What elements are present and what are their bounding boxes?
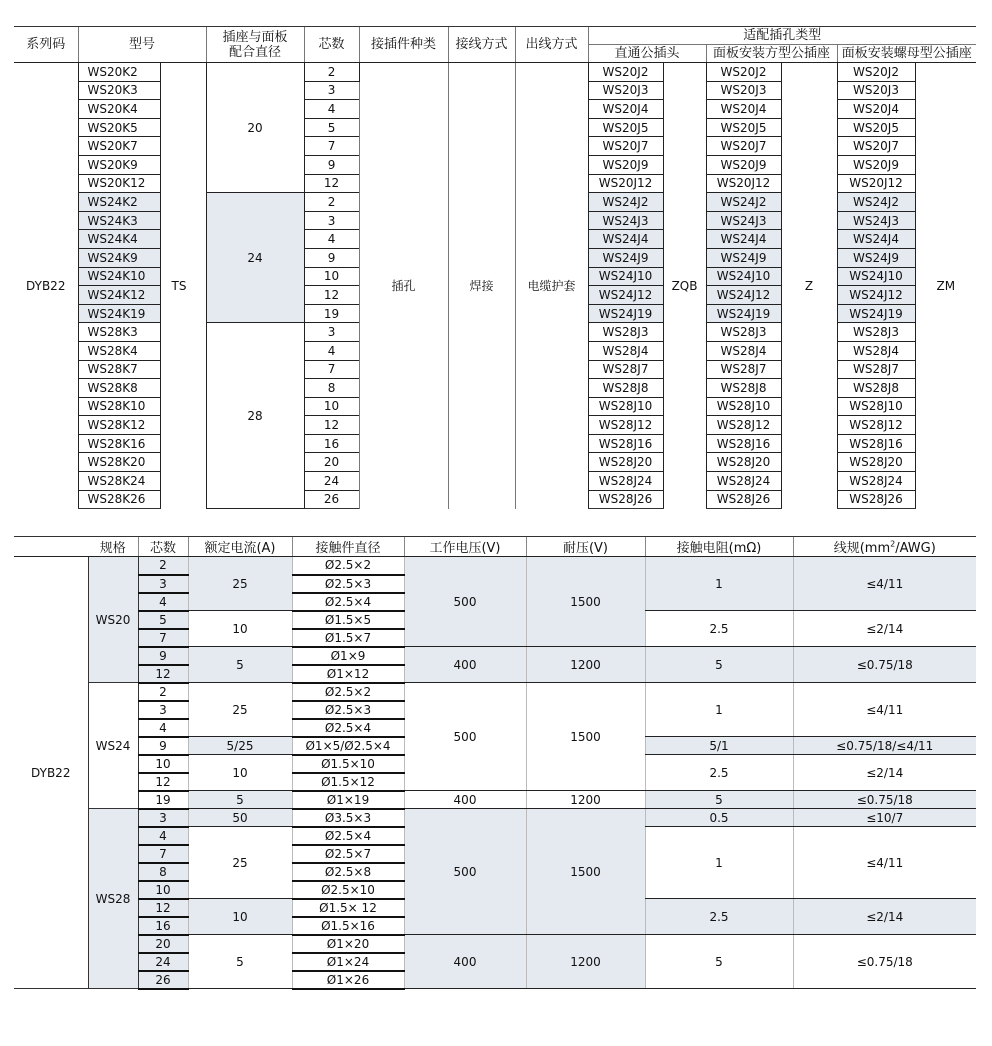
cores-cell: 4 — [304, 230, 359, 249]
nut-socket-cell: WS28J7 — [837, 360, 915, 379]
straight-plug-cell: WS24J4 — [588, 230, 663, 249]
wire-gauge-cell: ≤0.75/18 — [793, 647, 976, 683]
withstand-voltage-cell: 1200 — [526, 647, 645, 683]
square-socket-cell: WS24J19 — [706, 304, 781, 323]
straight-plug-cell: WS28J26 — [588, 490, 663, 509]
cores-cell: 3 — [304, 323, 359, 342]
spec-name: WS20 — [88, 557, 138, 683]
nut-socket-cell: WS28J3 — [837, 323, 915, 342]
contact-resistance-cell: 1 — [645, 827, 793, 899]
square-socket-cell: WS20J3 — [706, 81, 781, 100]
contact-diameter-cell: Ø2.5×4 — [292, 827, 404, 845]
model-cell: WS20K9 — [78, 155, 160, 174]
straight-plug-cell: WS28J12 — [588, 416, 663, 435]
straight-plug-cell: WS20J5 — [588, 118, 663, 137]
model-cell: WS28K3 — [78, 323, 160, 342]
header-diameter — [206, 27, 304, 63]
contact-resistance-cell: 1 — [645, 557, 793, 611]
header2-wire-gauge — [793, 537, 976, 557]
table-row — [14, 935, 976, 953]
current-cell: 10 — [188, 899, 292, 935]
cores-cell-2: 4 — [138, 827, 188, 845]
square-socket-cell: WS28J16 — [706, 434, 781, 453]
table-row — [14, 683, 976, 701]
nut-socket-cell: WS28J16 — [837, 434, 915, 453]
wire-gauge-cell: ≤0.75/18 — [793, 935, 976, 989]
contact-diameter-cell: Ø2.5×4 — [292, 593, 404, 611]
square-socket-cell: WS28J4 — [706, 341, 781, 360]
diameter-cell: 28 — [206, 323, 304, 509]
nut-socket-cell: WS20J9 — [837, 155, 915, 174]
series-code: DYB22 — [26, 278, 66, 293]
straight-plug-cell: WS24J9 — [588, 248, 663, 267]
square-socket-cell: WS28J20 — [706, 453, 781, 472]
withstand-voltage-cell: 1500 — [526, 557, 645, 647]
withstand-voltage-cell: 1200 — [526, 791, 645, 809]
contact-diameter-cell: Ø1×26 — [292, 971, 404, 989]
header-adapted: 适配插孔类型 — [588, 27, 976, 45]
cores-cell-2: 19 — [138, 791, 188, 809]
nut-socket-cell: WS28J24 — [837, 472, 915, 491]
nut-socket-cell: WS28J26 — [837, 490, 915, 509]
wire-gauge-cell: ≤2/14 — [793, 899, 976, 935]
nut-socket-cell: WS20J5 — [837, 118, 915, 137]
straight-plug-cell: WS28J7 — [588, 360, 663, 379]
wire-gauge-cell: ≤0.75/18/≤4/11 — [793, 737, 976, 755]
model-cell: WS24K9 — [78, 248, 160, 267]
straight-plug-cell: WS28J16 — [588, 434, 663, 453]
withstand-voltage-cell: 1200 — [526, 935, 645, 989]
nut-socket-cell: WS28J8 — [837, 379, 915, 398]
wire-gauge-cell: ≤4/11 — [793, 557, 976, 611]
straight-plug-cell: WS28J24 — [588, 472, 663, 491]
nut-code: ZM — [936, 278, 956, 293]
cores-cell: 12 — [304, 174, 359, 193]
contact-resistance-cell: 2.5 — [645, 755, 793, 791]
header2-blank — [14, 537, 88, 557]
straight-plug-cell: WS28J10 — [588, 397, 663, 416]
square-socket-cell: WS28J10 — [706, 397, 781, 416]
wire-gauge-cell: ≤2/14 — [793, 611, 976, 647]
cores-cell: 20 — [304, 453, 359, 472]
square-socket-cell: WS28J24 — [706, 472, 781, 491]
model-cell: WS24K10 — [78, 267, 160, 286]
model-cell: WS28K8 — [78, 379, 160, 398]
cores-cell-2: 3 — [138, 701, 188, 719]
contact-diameter-cell: Ø1×24 — [292, 953, 404, 971]
straight-plug-cell: WS28J4 — [588, 341, 663, 360]
nut-socket-cell: WS20J3 — [837, 81, 915, 100]
contact-diameter-cell: Ø2.5×3 — [292, 701, 404, 719]
current-cell: 50 — [188, 809, 292, 827]
current-cell: 5 — [188, 647, 292, 683]
contact-diameter-cell: Ø1.5×10 — [292, 755, 404, 773]
straight-plug-cell: WS28J3 — [588, 323, 663, 342]
contact-diameter-cell: Ø2.5×2 — [292, 557, 404, 575]
square-socket-cell: WS24J10 — [706, 267, 781, 286]
cores-cell-2: 9 — [138, 737, 188, 755]
square-socket-cell: WS20J7 — [706, 137, 781, 156]
cores-cell: 2 — [304, 193, 359, 212]
straight-plug-cell: WS20J12 — [588, 174, 663, 193]
square-socket-cell: WS20J5 — [706, 118, 781, 137]
cores-cell-2: 4 — [138, 593, 188, 611]
nut-socket-cell: WS20J12 — [837, 174, 915, 193]
wire-gauge-sup: 2 — [890, 539, 896, 549]
cores-cell-2: 3 — [138, 809, 188, 827]
working-voltage-cell: 400 — [404, 935, 526, 989]
cores-cell: 10 — [304, 267, 359, 286]
square-socket-cell: WS28J7 — [706, 360, 781, 379]
model-cell: WS20K4 — [78, 100, 160, 119]
connector-model-table — [14, 26, 976, 509]
model-cell: WS20K2 — [78, 63, 160, 82]
header-straight-plug: 直通公插头 — [588, 45, 706, 63]
contact-diameter-cell: Ø3.5×3 — [292, 809, 404, 827]
straight-plug-cell: WS20J3 — [588, 81, 663, 100]
cores-cell: 9 — [304, 155, 359, 174]
connector-model-body — [14, 63, 976, 509]
nut-socket-cell: WS28J4 — [837, 341, 915, 360]
cores-cell: 2 — [304, 63, 359, 82]
nut-socket-cell: WS24J9 — [837, 248, 915, 267]
current-cell: 5 — [188, 935, 292, 989]
header-series: 系列码 — [14, 27, 78, 63]
nut-socket-cell: WS24J4 — [837, 230, 915, 249]
cores-cell-2: 20 — [138, 935, 188, 953]
contact-diameter-cell: Ø2.5×2 — [292, 683, 404, 701]
current-cell: 10 — [188, 755, 292, 791]
model-cell: WS28K16 — [78, 434, 160, 453]
cores-cell-2: 5 — [138, 611, 188, 629]
straight-plug-cell: WS20J7 — [588, 137, 663, 156]
cores-cell-2: 3 — [138, 575, 188, 593]
nut-socket-cell: WS24J19 — [837, 304, 915, 323]
square-socket-cell: WS24J2 — [706, 193, 781, 212]
cores-cell-2: 12 — [138, 773, 188, 791]
model-cell: WS28K7 — [78, 360, 160, 379]
cores-cell: 10 — [304, 397, 359, 416]
nut-socket-cell: WS24J10 — [837, 267, 915, 286]
model-cell: WS24K12 — [78, 286, 160, 305]
working-voltage-cell: 400 — [404, 791, 526, 809]
contact-diameter-cell: Ø1×12 — [292, 665, 404, 683]
contact-diameter-cell: Ø1.5×12 — [292, 773, 404, 791]
model-cell: WS24K3 — [78, 211, 160, 230]
straight-plug-cell: WS20J2 — [588, 63, 663, 82]
cores-cell-2: 26 — [138, 971, 188, 989]
cores-cell: 24 — [304, 472, 359, 491]
cores-cell: 19 — [304, 304, 359, 323]
straight-plug-cell: WS24J2 — [588, 193, 663, 212]
nut-socket-cell: WS24J2 — [837, 193, 915, 212]
model-cell: WS28K24 — [78, 472, 160, 491]
current-cell: 25 — [188, 683, 292, 737]
wire-gauge-cell: ≤2/14 — [793, 755, 976, 791]
wire-gauge-cell: ≤4/11 — [793, 827, 976, 899]
model-cell: WS28K12 — [78, 416, 160, 435]
current-cell: 5 — [188, 791, 292, 809]
contact-resistance-cell: 5 — [645, 791, 793, 809]
contact-resistance-cell: 2.5 — [645, 899, 793, 935]
square-socket-cell: WS28J8 — [706, 379, 781, 398]
cores-cell: 3 — [304, 81, 359, 100]
cores-cell: 7 — [304, 360, 359, 379]
withstand-voltage-cell: 1500 — [526, 809, 645, 935]
table-row — [14, 791, 976, 809]
contact-resistance-cell: 5/1 — [645, 737, 793, 755]
header2-working-voltage: 工作电压(V) — [404, 537, 526, 557]
cores-cell-2: 9 — [138, 647, 188, 665]
header-nut-socket: 面板安装螺母型公插座 — [837, 45, 976, 63]
square-socket-cell: WS20J4 — [706, 100, 781, 119]
cores-cell: 7 — [304, 137, 359, 156]
nut-socket-cell: WS24J3 — [837, 211, 915, 230]
contact-diameter-cell: Ø2.5×3 — [292, 575, 404, 593]
square-socket-cell: WS20J9 — [706, 155, 781, 174]
table-row — [14, 557, 976, 575]
model-cell: WS28K4 — [78, 341, 160, 360]
header-model: 型号 — [78, 27, 206, 63]
header-diameter-line1: 插座与面板 — [222, 29, 288, 45]
wiring-cell: 焊接 — [448, 63, 515, 509]
contact-resistance-cell: 5 — [645, 935, 793, 989]
table-row — [14, 647, 976, 665]
cores-cell: 26 — [304, 490, 359, 509]
contact-resistance-cell: 2.5 — [645, 611, 793, 647]
header2-spec: 规格 — [88, 537, 138, 557]
cores-cell-2: 7 — [138, 629, 188, 647]
contact-resistance-cell: 5 — [645, 647, 793, 683]
contact-diameter-cell: Ø1×5/Ø2.5×4 — [292, 737, 404, 755]
wire-gauge-cell: ≤0.75/18 — [793, 791, 976, 809]
header2-current: 额定电流(A) — [188, 537, 292, 557]
model-cell: WS24K19 — [78, 304, 160, 323]
contact-diameter-cell: Ø1×20 — [292, 935, 404, 953]
series-code-2: DYB22 — [14, 557, 88, 989]
electrical-spec-body — [14, 557, 976, 989]
nut-socket-cell: WS20J4 — [837, 100, 915, 119]
straight-plug-cell: WS20J9 — [588, 155, 663, 174]
wire-gauge-suffix: /AWG) — [895, 541, 936, 556]
straight-plug-cell: WS24J19 — [588, 304, 663, 323]
header-outlet: 出线方式 — [515, 27, 588, 63]
cores-cell-2: 2 — [138, 557, 188, 575]
contact-diameter-cell: Ø1.5×5 — [292, 611, 404, 629]
contact-diameter-cell: Ø1.5×7 — [292, 629, 404, 647]
cores-cell-2: 24 — [138, 953, 188, 971]
cores-cell: 9 — [304, 248, 359, 267]
nut-socket-cell: WS28J20 — [837, 453, 915, 472]
working-voltage-cell: 400 — [404, 647, 526, 683]
contact-diameter-cell: Ø2.5×7 — [292, 845, 404, 863]
square-socket-cell: WS28J3 — [706, 323, 781, 342]
header-wiring: 接线方式 — [448, 27, 515, 63]
connector-type-cell: 插孔 — [359, 63, 448, 509]
contact-diameter-cell: Ø1×19 — [292, 791, 404, 809]
cores-cell: 4 — [304, 341, 359, 360]
straight-plug-cell: WS24J10 — [588, 267, 663, 286]
square-code: Z — [804, 278, 814, 293]
straight-plug-cell: WS20J4 — [588, 100, 663, 119]
diameter-cell: 20 — [206, 63, 304, 193]
withstand-voltage-cell: 1500 — [526, 683, 645, 791]
header-connector-type: 接插件种类 — [359, 27, 448, 63]
cores-cell: 4 — [304, 100, 359, 119]
model-cell: WS24K4 — [78, 230, 160, 249]
cores-cell-2: 10 — [138, 881, 188, 899]
contact-diameter-cell: Ø2.5×10 — [292, 881, 404, 899]
cores-cell-2: 16 — [138, 917, 188, 935]
wire-gauge-prefix: 线规(mm — [833, 541, 891, 556]
straight-plug-cell: WS28J20 — [588, 453, 663, 472]
cores-cell-2: 12 — [138, 665, 188, 683]
straight-plug-cell: WS28J8 — [588, 379, 663, 398]
table-row — [14, 63, 976, 82]
cores-cell-2: 4 — [138, 719, 188, 737]
cores-cell: 3 — [304, 211, 359, 230]
straight-code: ZQB — [671, 278, 698, 293]
header2-contact-resistance: 接触电阻(mΩ) — [645, 537, 793, 557]
cores-cell: 16 — [304, 434, 359, 453]
square-socket-cell: WS28J26 — [706, 490, 781, 509]
current-cell: 10 — [188, 611, 292, 647]
square-socket-cell: WS20J2 — [706, 63, 781, 82]
current-cell: 25 — [188, 557, 292, 611]
model-cell: WS20K3 — [78, 81, 160, 100]
working-voltage-cell: 500 — [404, 683, 526, 791]
spec-name: WS24 — [88, 683, 138, 809]
model-cell: WS28K26 — [78, 490, 160, 509]
contact-diameter-cell: Ø1×9 — [292, 647, 404, 665]
nut-socket-cell: WS28J12 — [837, 416, 915, 435]
header2-contact-diameter: 接触件直径 — [292, 537, 404, 557]
model-cell: WS20K7 — [78, 137, 160, 156]
contact-diameter-cell: Ø1.5×16 — [292, 917, 404, 935]
header-square-socket: 面板安装方型公插座 — [706, 45, 837, 63]
working-voltage-cell: 500 — [404, 557, 526, 647]
contact-diameter-cell: Ø2.5×4 — [292, 719, 404, 737]
header2-cores: 芯数 — [138, 537, 188, 557]
square-socket-cell: WS24J3 — [706, 211, 781, 230]
cores-cell-2: 12 — [138, 899, 188, 917]
current-cell: 25 — [188, 827, 292, 899]
square-socket-cell: WS24J12 — [706, 286, 781, 305]
cores-cell-2: 7 — [138, 845, 188, 863]
nut-socket-cell: WS28J10 — [837, 397, 915, 416]
cores-cell-2: 2 — [138, 683, 188, 701]
header-cores: 芯数 — [304, 27, 359, 63]
working-voltage-cell: 500 — [404, 809, 526, 935]
square-socket-cell: WS24J4 — [706, 230, 781, 249]
cores-cell: 5 — [304, 118, 359, 137]
header2-withstand-voltage: 耐压(V) — [526, 537, 645, 557]
model-cell: WS20K5 — [78, 118, 160, 137]
cores-cell: 8 — [304, 379, 359, 398]
current-cell: 5/25 — [188, 737, 292, 755]
diameter-cell: 24 — [206, 193, 304, 323]
table-row — [14, 809, 976, 827]
model-cell: WS24K2 — [78, 193, 160, 212]
square-socket-cell: WS28J12 — [706, 416, 781, 435]
contact-diameter-cell: Ø1.5× 12 — [292, 899, 404, 917]
spec-name: WS28 — [88, 809, 138, 989]
cores-cell: 12 — [304, 416, 359, 435]
wire-gauge-cell: ≤10/7 — [793, 809, 976, 827]
nut-socket-cell: WS20J7 — [837, 137, 915, 156]
model-cell: WS20K12 — [78, 174, 160, 193]
electrical-spec-table — [14, 536, 976, 990]
cores-cell-2: 8 — [138, 863, 188, 881]
header-diameter-line2: 配合直径 — [229, 44, 282, 60]
nut-socket-cell: WS24J12 — [837, 286, 915, 305]
square-socket-cell: WS20J12 — [706, 174, 781, 193]
straight-plug-cell: WS24J12 — [588, 286, 663, 305]
model-cell: WS28K20 — [78, 453, 160, 472]
wire-gauge-cell: ≤4/11 — [793, 683, 976, 737]
square-socket-cell: WS24J9 — [706, 248, 781, 267]
outlet-cell: 电缆护套 — [515, 63, 588, 509]
contact-resistance-cell: 1 — [645, 683, 793, 737]
nut-socket-cell: WS20J2 — [837, 63, 915, 82]
cores-cell: 12 — [304, 286, 359, 305]
model-cell: WS28K10 — [78, 397, 160, 416]
straight-plug-cell: WS24J3 — [588, 211, 663, 230]
contact-resistance-cell: 0.5 — [645, 809, 793, 827]
contact-diameter-cell: Ø2.5×8 — [292, 863, 404, 881]
cores-cell-2: 10 — [138, 755, 188, 773]
model-suffix: TS — [171, 278, 187, 293]
